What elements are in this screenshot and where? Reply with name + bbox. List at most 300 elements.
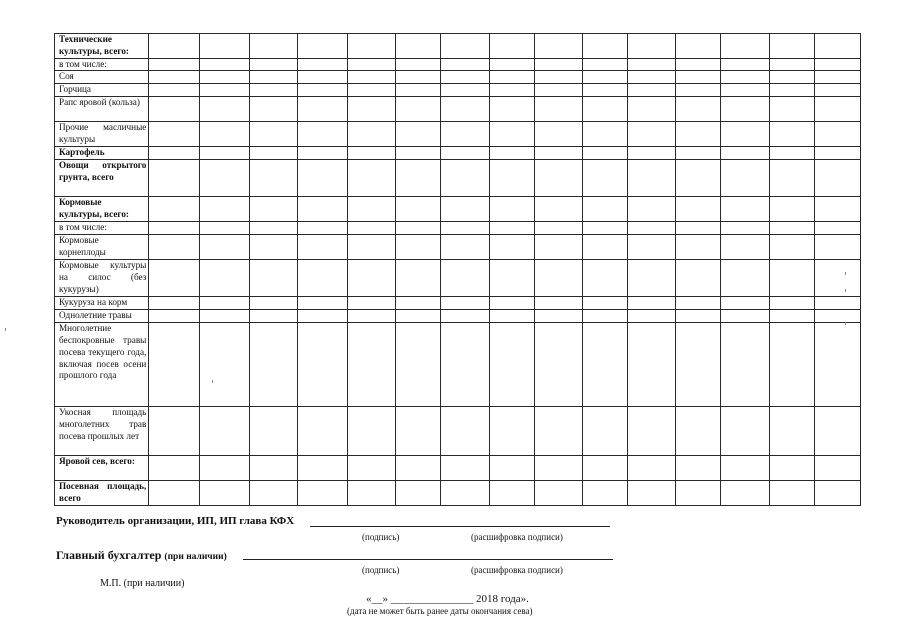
- data-cell[interactable]: [582, 310, 627, 323]
- data-cell[interactable]: [297, 407, 347, 456]
- data-cell[interactable]: [721, 481, 769, 506]
- data-cell[interactable]: [249, 456, 297, 481]
- data-cell[interactable]: [676, 222, 721, 235]
- data-cell[interactable]: [628, 147, 676, 160]
- data-cell[interactable]: [348, 407, 396, 456]
- data-cell[interactable]: [769, 58, 814, 71]
- data-cell[interactable]: [149, 147, 199, 160]
- data-cell[interactable]: [721, 407, 769, 456]
- data-cell[interactable]: [396, 97, 441, 122]
- data-cell[interactable]: [396, 323, 441, 407]
- data-cell[interactable]: [249, 323, 297, 407]
- data-cell[interactable]: [628, 84, 676, 97]
- data-cell[interactable]: [348, 122, 396, 147]
- data-cell[interactable]: [814, 260, 860, 297]
- data-cell[interactable]: [489, 407, 534, 456]
- data-cell[interactable]: [199, 260, 249, 297]
- data-cell[interactable]: [441, 97, 489, 122]
- data-cell[interactable]: [249, 160, 297, 197]
- data-cell[interactable]: [249, 84, 297, 97]
- data-cell[interactable]: [534, 407, 582, 456]
- data-cell[interactable]: [489, 34, 534, 59]
- data-cell[interactable]: [676, 297, 721, 310]
- data-cell[interactable]: [628, 34, 676, 59]
- data-cell[interactable]: [534, 58, 582, 71]
- data-cell[interactable]: [249, 235, 297, 260]
- data-cell[interactable]: [582, 297, 627, 310]
- data-cell[interactable]: [297, 34, 347, 59]
- data-cell[interactable]: [582, 122, 627, 147]
- data-cell[interactable]: [489, 235, 534, 260]
- data-cell[interactable]: [348, 34, 396, 59]
- data-cell[interactable]: [396, 235, 441, 260]
- data-cell[interactable]: [534, 197, 582, 222]
- row-label: Посевная площадь, всего: [55, 481, 149, 506]
- data-cell[interactable]: [199, 97, 249, 122]
- data-cell[interactable]: [582, 197, 627, 222]
- data-cell[interactable]: [489, 260, 534, 297]
- scan-mark: [212, 380, 213, 383]
- data-cell[interactable]: [348, 147, 396, 160]
- data-cell[interactable]: [582, 222, 627, 235]
- accountant-signature-caption: (подпись): [362, 565, 400, 575]
- data-cell[interactable]: [676, 235, 721, 260]
- data-cell[interactable]: [348, 297, 396, 310]
- head-decoding-caption: (расшифровка подписи): [471, 532, 563, 542]
- data-cell[interactable]: [814, 97, 860, 122]
- data-cell[interactable]: [814, 235, 860, 260]
- data-cell[interactable]: [297, 297, 347, 310]
- data-cell[interactable]: [441, 310, 489, 323]
- data-cell[interactable]: [249, 97, 297, 122]
- data-cell[interactable]: [297, 147, 347, 160]
- data-cell[interactable]: [534, 97, 582, 122]
- data-cell[interactable]: [769, 122, 814, 147]
- data-cell[interactable]: [676, 323, 721, 407]
- data-cell[interactable]: [628, 235, 676, 260]
- data-cell[interactable]: [721, 160, 769, 197]
- data-cell[interactable]: [199, 323, 249, 407]
- data-cell[interactable]: [489, 297, 534, 310]
- data-cell[interactable]: [721, 84, 769, 97]
- data-cell[interactable]: [769, 235, 814, 260]
- data-cell[interactable]: [297, 260, 347, 297]
- data-cell[interactable]: [249, 34, 297, 59]
- data-cell[interactable]: [534, 456, 582, 481]
- date-line[interactable]: «__» _______________ 2018 года».: [366, 593, 529, 605]
- data-cell[interactable]: [489, 197, 534, 222]
- data-cell[interactable]: [441, 58, 489, 71]
- data-cell[interactable]: [297, 97, 347, 122]
- data-cell[interactable]: [814, 58, 860, 71]
- data-cell[interactable]: [676, 407, 721, 456]
- data-cell[interactable]: [199, 235, 249, 260]
- data-cell[interactable]: [149, 481, 199, 506]
- data-cell[interactable]: [534, 235, 582, 260]
- data-cell[interactable]: [721, 310, 769, 323]
- data-cell[interactable]: [348, 481, 396, 506]
- data-cell[interactable]: [441, 235, 489, 260]
- data-cell[interactable]: [628, 297, 676, 310]
- data-cell[interactable]: [396, 34, 441, 59]
- data-cell[interactable]: [199, 34, 249, 59]
- data-cell[interactable]: [149, 407, 199, 456]
- data-cell[interactable]: [348, 71, 396, 84]
- data-cell[interactable]: [769, 456, 814, 481]
- data-cell[interactable]: [199, 407, 249, 456]
- data-cell[interactable]: [489, 160, 534, 197]
- accountant-signature-line[interactable]: [243, 559, 613, 560]
- data-cell[interactable]: [628, 456, 676, 481]
- data-cell[interactable]: [676, 456, 721, 481]
- data-cell[interactable]: [721, 222, 769, 235]
- data-cell[interactable]: [441, 481, 489, 506]
- data-cell[interactable]: [814, 71, 860, 84]
- data-cell[interactable]: [199, 147, 249, 160]
- data-cell[interactable]: [199, 122, 249, 147]
- data-cell[interactable]: [628, 58, 676, 71]
- data-cell[interactable]: [441, 84, 489, 97]
- data-cell[interactable]: [489, 147, 534, 160]
- crop-area-table: [54, 33, 861, 506]
- data-cell[interactable]: [582, 84, 627, 97]
- data-cell[interactable]: [149, 310, 199, 323]
- row-label: Однолетние травы: [55, 310, 149, 323]
- data-cell[interactable]: [149, 222, 199, 235]
- accountant-decoding-caption: (расшифровка подписи): [471, 565, 563, 575]
- data-cell[interactable]: [441, 297, 489, 310]
- row-label: Кукуруза на корм: [55, 297, 149, 310]
- data-cell[interactable]: [721, 235, 769, 260]
- data-cell[interactable]: [297, 197, 347, 222]
- data-cell[interactable]: [149, 197, 199, 222]
- data-cell[interactable]: [769, 260, 814, 297]
- data-cell[interactable]: [814, 84, 860, 97]
- data-cell[interactable]: [534, 222, 582, 235]
- data-cell[interactable]: [582, 481, 627, 506]
- table-row: [55, 297, 861, 310]
- data-cell[interactable]: [769, 481, 814, 506]
- data-cell[interactable]: [297, 323, 347, 407]
- data-cell[interactable]: [628, 260, 676, 297]
- data-cell[interactable]: [441, 71, 489, 84]
- data-cell[interactable]: [441, 122, 489, 147]
- data-cell[interactable]: [396, 222, 441, 235]
- table-row: [55, 147, 861, 160]
- data-cell[interactable]: [721, 197, 769, 222]
- data-cell[interactable]: [769, 297, 814, 310]
- data-cell[interactable]: [534, 481, 582, 506]
- data-cell[interactable]: [769, 407, 814, 456]
- data-cell[interactable]: [814, 407, 860, 456]
- data-cell[interactable]: [489, 58, 534, 71]
- data-cell[interactable]: [769, 323, 814, 407]
- data-cell[interactable]: [297, 310, 347, 323]
- data-cell[interactable]: [297, 235, 347, 260]
- data-cell[interactable]: [628, 310, 676, 323]
- data-cell[interactable]: [297, 58, 347, 71]
- data-cell[interactable]: [348, 97, 396, 122]
- data-cell[interactable]: [721, 297, 769, 310]
- table-row: [55, 407, 861, 456]
- data-cell[interactable]: [348, 58, 396, 71]
- row-label: Картофель: [55, 147, 149, 160]
- data-cell[interactable]: [534, 160, 582, 197]
- data-cell[interactable]: [297, 222, 347, 235]
- data-cell[interactable]: [582, 260, 627, 297]
- data-cell[interactable]: [721, 34, 769, 59]
- data-cell[interactable]: [721, 147, 769, 160]
- data-cell[interactable]: [396, 122, 441, 147]
- data-cell[interactable]: [396, 260, 441, 297]
- data-cell[interactable]: [348, 160, 396, 197]
- data-cell[interactable]: [534, 323, 582, 407]
- data-cell[interactable]: [441, 160, 489, 197]
- data-cell[interactable]: [582, 71, 627, 84]
- data-cell[interactable]: [199, 481, 249, 506]
- data-cell[interactable]: [814, 160, 860, 197]
- data-cell[interactable]: [396, 456, 441, 481]
- data-cell[interactable]: [676, 160, 721, 197]
- data-cell[interactable]: [396, 407, 441, 456]
- data-cell[interactable]: [489, 323, 534, 407]
- scan-mark: [845, 289, 846, 292]
- data-cell[interactable]: [199, 84, 249, 97]
- data-cell[interactable]: [628, 481, 676, 506]
- data-cell[interactable]: [149, 160, 199, 197]
- data-cell[interactable]: [721, 97, 769, 122]
- table-row: [55, 456, 861, 481]
- data-cell[interactable]: [814, 122, 860, 147]
- data-cell[interactable]: [534, 71, 582, 84]
- data-cell[interactable]: [676, 260, 721, 297]
- data-cell[interactable]: [676, 71, 721, 84]
- data-cell[interactable]: [199, 71, 249, 84]
- data-cell[interactable]: [348, 260, 396, 297]
- data-cell[interactable]: [199, 222, 249, 235]
- data-cell[interactable]: [441, 456, 489, 481]
- data-cell[interactable]: [489, 310, 534, 323]
- data-cell[interactable]: [348, 84, 396, 97]
- data-cell[interactable]: [582, 323, 627, 407]
- data-cell[interactable]: [441, 323, 489, 407]
- data-cell[interactable]: [249, 71, 297, 84]
- data-cell[interactable]: [249, 122, 297, 147]
- data-cell[interactable]: [149, 97, 199, 122]
- row-label: Овощи открытого грунта, всего: [55, 160, 149, 197]
- data-cell[interactable]: [489, 222, 534, 235]
- data-cell[interactable]: [814, 297, 860, 310]
- data-cell[interactable]: [149, 34, 199, 59]
- data-cell[interactable]: [676, 147, 721, 160]
- data-cell[interactable]: [628, 323, 676, 407]
- data-cell[interactable]: [297, 71, 347, 84]
- data-cell[interactable]: [489, 122, 534, 147]
- data-cell[interactable]: [249, 197, 297, 222]
- data-cell[interactable]: [769, 147, 814, 160]
- table-row: [55, 58, 861, 71]
- data-cell[interactable]: [441, 34, 489, 59]
- row-label: Многолетние беспокровные травы посева текущего года, включая посев осени прошлого года: [55, 323, 149, 407]
- data-cell[interactable]: [396, 297, 441, 310]
- data-cell[interactable]: [149, 84, 199, 97]
- data-cell[interactable]: [534, 310, 582, 323]
- data-cell[interactable]: [814, 323, 860, 407]
- head-signature-line[interactable]: [310, 526, 610, 527]
- data-cell[interactable]: [348, 222, 396, 235]
- data-cell[interactable]: [534, 260, 582, 297]
- data-cell[interactable]: [441, 222, 489, 235]
- data-cell[interactable]: [676, 34, 721, 59]
- data-cell[interactable]: [348, 197, 396, 222]
- data-cell[interactable]: [396, 310, 441, 323]
- data-cell[interactable]: [676, 84, 721, 97]
- data-cell[interactable]: [676, 310, 721, 323]
- data-cell[interactable]: [149, 260, 199, 297]
- data-cell[interactable]: [396, 58, 441, 71]
- data-cell[interactable]: [348, 310, 396, 323]
- data-cell[interactable]: [769, 84, 814, 97]
- data-cell[interactable]: [814, 310, 860, 323]
- data-cell[interactable]: [249, 58, 297, 71]
- data-cell[interactable]: [297, 456, 347, 481]
- data-cell[interactable]: [582, 235, 627, 260]
- data-cell[interactable]: [582, 407, 627, 456]
- data-cell[interactable]: [676, 197, 721, 222]
- data-cell[interactable]: [249, 297, 297, 310]
- data-cell[interactable]: [249, 222, 297, 235]
- data-cell[interactable]: [628, 222, 676, 235]
- data-cell[interactable]: [721, 260, 769, 297]
- data-cell[interactable]: [348, 323, 396, 407]
- data-cell[interactable]: [199, 197, 249, 222]
- data-cell[interactable]: [297, 84, 347, 97]
- data-cell[interactable]: [814, 481, 860, 506]
- data-cell[interactable]: [249, 147, 297, 160]
- data-cell[interactable]: [534, 122, 582, 147]
- data-cell[interactable]: [441, 197, 489, 222]
- data-cell[interactable]: [534, 297, 582, 310]
- data-cell[interactable]: [769, 160, 814, 197]
- table-row: [55, 235, 861, 260]
- data-cell[interactable]: [582, 456, 627, 481]
- data-cell[interactable]: [814, 456, 860, 481]
- data-cell[interactable]: [721, 456, 769, 481]
- data-cell[interactable]: [769, 97, 814, 122]
- data-cell[interactable]: [769, 34, 814, 59]
- data-cell[interactable]: [396, 84, 441, 97]
- row-label: Укосная площадь многолетних трав посева прошлых лет: [55, 407, 149, 456]
- data-cell[interactable]: [676, 58, 721, 71]
- data-cell[interactable]: [199, 160, 249, 197]
- data-cell[interactable]: [814, 222, 860, 235]
- data-cell[interactable]: [297, 481, 347, 506]
- data-cell[interactable]: [149, 58, 199, 71]
- data-cell[interactable]: [582, 160, 627, 197]
- data-cell[interactable]: [149, 71, 199, 84]
- data-cell[interactable]: [297, 160, 347, 197]
- data-cell[interactable]: [396, 481, 441, 506]
- table-row: [55, 310, 861, 323]
- data-cell[interactable]: [769, 310, 814, 323]
- data-cell[interactable]: [769, 222, 814, 235]
- table-row: [55, 160, 861, 197]
- data-cell[interactable]: [297, 122, 347, 147]
- data-cell[interactable]: [149, 235, 199, 260]
- data-cell[interactable]: [441, 260, 489, 297]
- row-label: в том числе:: [55, 58, 149, 71]
- data-cell[interactable]: [199, 297, 249, 310]
- data-cell[interactable]: [628, 197, 676, 222]
- data-cell[interactable]: [441, 407, 489, 456]
- data-cell[interactable]: [199, 456, 249, 481]
- data-cell[interactable]: [149, 122, 199, 147]
- data-cell[interactable]: [769, 71, 814, 84]
- data-cell[interactable]: [676, 122, 721, 147]
- date-note: (дата не может быть ранее даты окончания сева): [347, 606, 533, 616]
- data-cell[interactable]: [396, 71, 441, 84]
- data-cell[interactable]: [489, 456, 534, 481]
- data-cell[interactable]: [199, 310, 249, 323]
- data-cell[interactable]: [628, 97, 676, 122]
- data-cell[interactable]: [396, 197, 441, 222]
- data-cell[interactable]: [441, 147, 489, 160]
- data-cell[interactable]: [149, 297, 199, 310]
- data-cell[interactable]: [396, 147, 441, 160]
- data-cell[interactable]: [814, 147, 860, 160]
- head-signature-caption: (подпись): [362, 532, 400, 542]
- data-cell[interactable]: [348, 235, 396, 260]
- data-cell[interactable]: [149, 323, 199, 407]
- data-cell[interactable]: [582, 34, 627, 59]
- data-cell[interactable]: [721, 58, 769, 71]
- data-cell[interactable]: [396, 160, 441, 197]
- data-cell[interactable]: [489, 71, 534, 84]
- data-cell[interactable]: [676, 481, 721, 506]
- data-cell[interactable]: [676, 97, 721, 122]
- data-cell[interactable]: [769, 197, 814, 222]
- data-cell[interactable]: [721, 323, 769, 407]
- row-label: Рапс яровой (кольза): [55, 97, 149, 122]
- row-label: Горчица: [55, 84, 149, 97]
- data-cell[interactable]: [628, 122, 676, 147]
- data-cell[interactable]: [721, 71, 769, 84]
- data-cell[interactable]: [348, 456, 396, 481]
- data-cell[interactable]: [582, 97, 627, 122]
- data-cell[interactable]: [721, 122, 769, 147]
- data-cell[interactable]: [489, 481, 534, 506]
- data-cell[interactable]: [534, 84, 582, 97]
- data-cell[interactable]: [628, 160, 676, 197]
- data-cell[interactable]: [534, 147, 582, 160]
- data-cell[interactable]: [628, 407, 676, 456]
- data-cell[interactable]: [489, 84, 534, 97]
- data-cell[interactable]: [534, 34, 582, 59]
- data-cell[interactable]: [249, 407, 297, 456]
- data-cell[interactable]: [249, 260, 297, 297]
- accountant-signature-label: [56, 548, 227, 563]
- data-cell[interactable]: [814, 34, 860, 59]
- data-cell[interactable]: [582, 58, 627, 71]
- data-cell[interactable]: [149, 456, 199, 481]
- data-cell[interactable]: [489, 97, 534, 122]
- data-cell[interactable]: [582, 147, 627, 160]
- data-cell[interactable]: [814, 197, 860, 222]
- data-cell[interactable]: [249, 310, 297, 323]
- data-cell[interactable]: [199, 58, 249, 71]
- data-cell[interactable]: [628, 71, 676, 84]
- data-cell[interactable]: [249, 481, 297, 506]
